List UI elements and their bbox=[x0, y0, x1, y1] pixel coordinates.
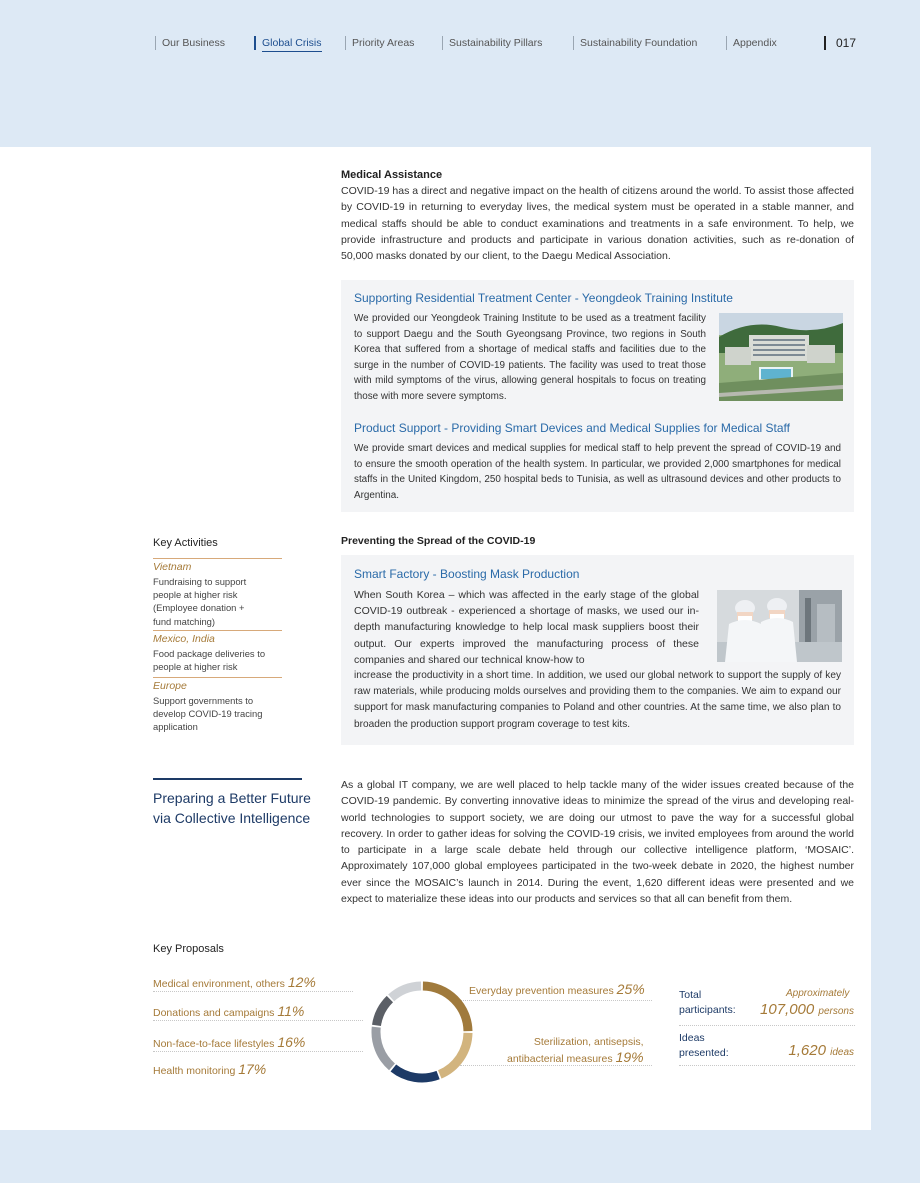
key-activities-divider bbox=[153, 558, 282, 559]
ideas-presented-label: Ideas presented: bbox=[679, 1032, 729, 1059]
stat-divider bbox=[679, 1065, 855, 1066]
proposal-everyday-prevention: Everyday prevention measures 25% bbox=[469, 981, 645, 997]
key-activities-divider bbox=[153, 677, 282, 678]
donut-slice-health-monitoring bbox=[393, 1068, 438, 1078]
donut-slice-everyday-prevention-measures bbox=[423, 986, 468, 1031]
medical-assistance-heading: Medical Assistance bbox=[341, 169, 443, 181]
nav-our-business[interactable]: Our Business bbox=[155, 36, 225, 50]
prevention-heading: Preventing the Spread of the COVID-19 bbox=[341, 535, 536, 547]
key-activity-desc: Support governments to develop COVID-19 tracing application bbox=[153, 695, 263, 733]
smart-factory-text-bottom: increase the productivity in a short time. In addition, we used our global network to support the supply of key raw materials, while producing molds ourselves and providing them to the companies. We aim to expand our support for mask manufacturing companies to Poland and other countries. At the same time, we also plan to broaden the production support program coverage to test kits. bbox=[354, 670, 841, 730]
medical-assistance-body: COVID-19 has a direct and negative impact on the health of citizens around the world. To assist those affected by COVID-19 in returning to everyday lives, the medical system must be operated in a stable manner, and medical staffs should be able to conduct examinations and treatments in a safe environment. To help, we provide infrastructure and products and participate in various donation activities, such as re-donation of 50,000 masks donated by our client, to the Daegu Medical Association. bbox=[341, 185, 854, 263]
collective-intelligence-body: As a global IT company, we are well placed to help tackle many of the wider issues created because of the COVID-19 pandemic. By converting innovative ideas to minimize the spread of the virus and developing real-world technologies to support society, we are doing our utmost to pave the way for a successful global recovery. In order to gather ideas for solving the COVID-19 crisis, we invited employees from around the world to participate in a large scale debate held through our collective intelligence platform, ‘MOSAIC’. Approximately 107,000 global employees participated in the two-week debate in 2020, the highest number ever since the MOSAIC’s launch in 2014. During the event, 1,620 different ideas were presented and we expect to materialize these ideas into our products and services so that all can benefit from them. bbox=[341, 779, 854, 906]
donut-slice-non-face-to-face-lifestyles bbox=[376, 1027, 392, 1067]
mask-factory-photo bbox=[717, 590, 842, 662]
yeongdeok-title: Supporting Residential Treatment Center - Yeongdeok Training Institute bbox=[354, 291, 733, 305]
donut-slice-sterilization-antisepsis-antibacterial-measures bbox=[440, 1033, 468, 1075]
stat-divider bbox=[679, 1025, 855, 1026]
smart-factory-title: Smart Factory - Boosting Mask Production bbox=[354, 567, 580, 581]
bottom-band bbox=[0, 1130, 920, 1183]
total-participants-label: Total participants: bbox=[679, 989, 736, 1016]
proposal-divider bbox=[460, 1000, 652, 1001]
key-activities-divider bbox=[153, 630, 282, 631]
nav-sustainability-pillars[interactable]: Sustainability Pillars bbox=[442, 36, 542, 50]
key-activity-desc: Food package deliveries to people at higher risk bbox=[153, 648, 266, 673]
proposal-divider bbox=[153, 1020, 363, 1021]
nav-priority-areas[interactable]: Priority Areas bbox=[345, 36, 414, 50]
section-rule bbox=[153, 778, 302, 780]
nav-sustainability-foundation[interactable]: Sustainability Foundation bbox=[573, 36, 697, 50]
key-proposals-heading: Key Proposals bbox=[153, 943, 224, 955]
total-approximately: Approximately bbox=[786, 988, 850, 999]
proposal-sterilization: Sterilization, antisepsis, antibacterial measures 19% bbox=[507, 1036, 644, 1065]
proposal-medical-environment: Medical environment, others 12% bbox=[153, 974, 316, 990]
top-navigation bbox=[0, 36, 920, 56]
total-participants-value: 107,000 persons bbox=[760, 1001, 854, 1018]
yeongdeok-text: We provided our Yeongdeok Training Institute to be used as a treatment facility to support Daegu and the South Gyeongsang Province, two regions in South Korea that suffered from a shortage of medical staffs and facilities due to the surge in the number of COVID-19 patients. The facility was used to treat those with mild symptoms of the virus, allowing general hospitals to focus on treating those with more severe symptoms. bbox=[354, 313, 706, 402]
proposal-non-face-to-face: Non-face-to-face lifestyles 16% bbox=[153, 1034, 306, 1050]
key-activities-heading: Key Activities bbox=[153, 537, 218, 549]
key-proposals-donut-chart bbox=[367, 977, 477, 1087]
key-activity-desc: Fundraising to support people at higher risk (Employee donation + fund matching) bbox=[153, 576, 247, 627]
proposal-divider bbox=[460, 1065, 652, 1066]
nav-appendix[interactable]: Appendix bbox=[726, 36, 777, 50]
proposal-donations: Donations and campaigns 11% bbox=[153, 1003, 305, 1019]
page-number: 017 bbox=[824, 36, 856, 50]
proposal-health-monitoring: Health monitoring 17% bbox=[153, 1061, 267, 1077]
key-activity-region: Mexico, India bbox=[153, 633, 215, 645]
proposal-divider bbox=[153, 991, 353, 992]
key-activity-region: Vietnam bbox=[153, 561, 192, 573]
nav-global-crisis[interactable]: Global Crisis bbox=[254, 36, 322, 50]
product-support-text: We provide smart devices and medical supplies for medical staff to help prevent the spread of COVID-19 and to ensure the smooth operation of the health system. In particular, we provided 2,000 smartphones for medical staffs in the United Kingdom, 250 hospital beds to Tunisia, as well as ultrasound devices and other products to Argentina. bbox=[354, 443, 841, 501]
donut-slice-medical-environment-others bbox=[391, 986, 421, 998]
yeongdeok-building-photo bbox=[719, 313, 843, 401]
collective-intelligence-title: Preparing a Better Future via Collective Intelligence bbox=[153, 790, 311, 826]
ideas-presented-value: 1,620 ideas bbox=[788, 1042, 854, 1059]
donut-slice-donations-and-campaigns bbox=[376, 999, 389, 1025]
proposal-divider bbox=[153, 1051, 363, 1052]
product-support-title: Product Support - Providing Smart Devices and Medical Supplies for Medical Staff bbox=[354, 421, 790, 435]
key-activity-region: Europe bbox=[153, 680, 187, 692]
smart-factory-text-top: When South Korea – which was affected in the early stage of the global COVID-19 outbreak - experienced a shortage of masks, we used our in-depth manufacturing knowledge to help local mask suppliers boost their output. Our experts improved the manufacturing process of these companies and shared our technical know-how to bbox=[354, 589, 699, 666]
